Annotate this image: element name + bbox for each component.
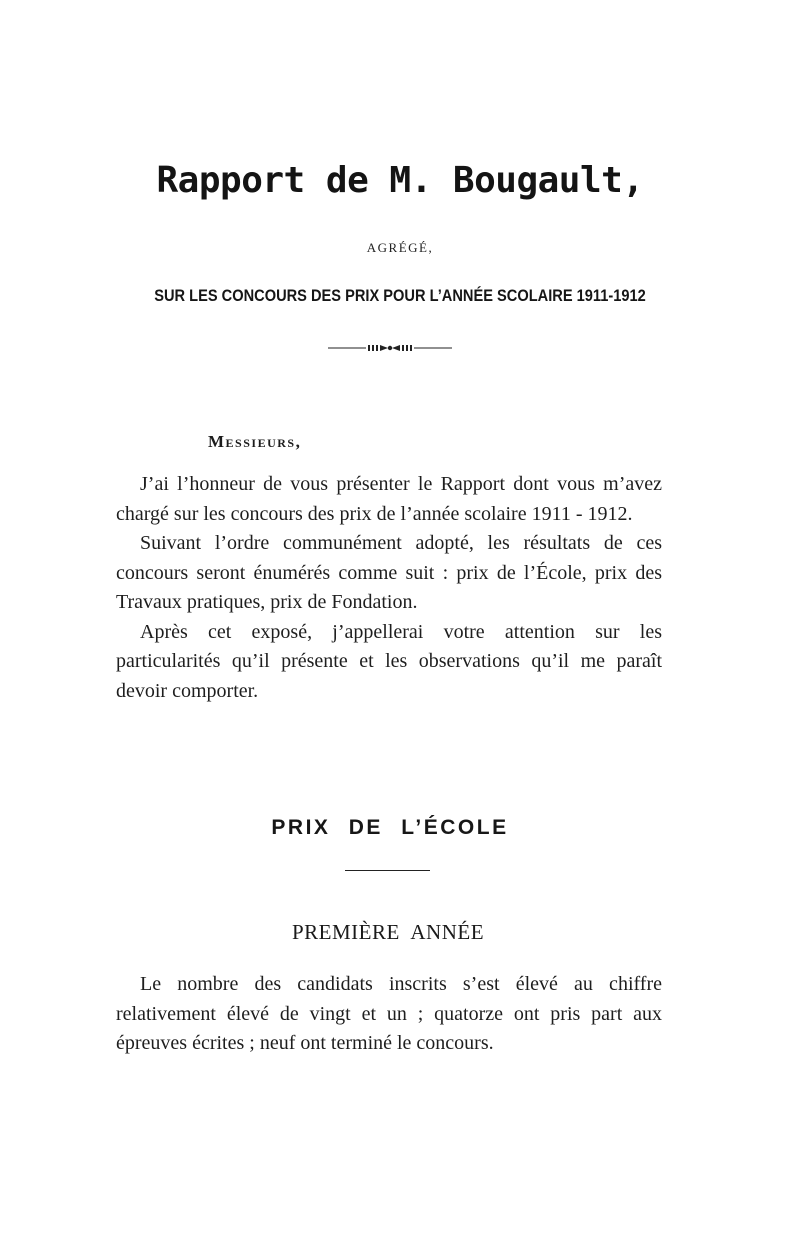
- paragraph-observations: Après cet exposé, j’appellerai votre attention sur les particularités qu’il présente et les observations qu’il me paraît devoir comporter.: [116, 620, 662, 702]
- report-topic: SUR LES CONCOURS DES PRIX POUR L’ANNÉE SCOLAIRE 1911-1912: [154, 286, 646, 305]
- report-title: Rapport de M. Bougault,: [156, 160, 644, 201]
- salutation: Messieurs,: [208, 432, 302, 451]
- section-divider: [345, 870, 430, 871]
- author-qualification: AGRÉGÉ,: [366, 240, 434, 255]
- paragraph-order: Suivant l’ordre communément adopté, les résultats de ces concours seront énumérés comme suit : prix de l’École, prix des Travaux pratiques, prix de Fondation.: [116, 532, 662, 613]
- paragraph-candidates: Le nombre des candidats inscrits s’est élevé au chiffre relativement élevé de vingt et un ; quatorze ont pris part aux épreuves écrites ; neuf ont terminé le concours.: [116, 973, 662, 1054]
- subsection-heading: PREMIÈRE ANNÉE: [291, 920, 485, 944]
- section-heading: PRIX DE L’ÉCOLE: [271, 816, 509, 839]
- ornament-divider-icon: [328, 341, 452, 355]
- section-body: [116, 970, 662, 1059]
- letter-body: [116, 470, 662, 706]
- paragraph-introduction: J’ai l’honneur de vous présenter le Rapport dont vous m’avez chargé sur les concours des prix de l’année scolaire 1911 - 1912.: [116, 473, 662, 525]
